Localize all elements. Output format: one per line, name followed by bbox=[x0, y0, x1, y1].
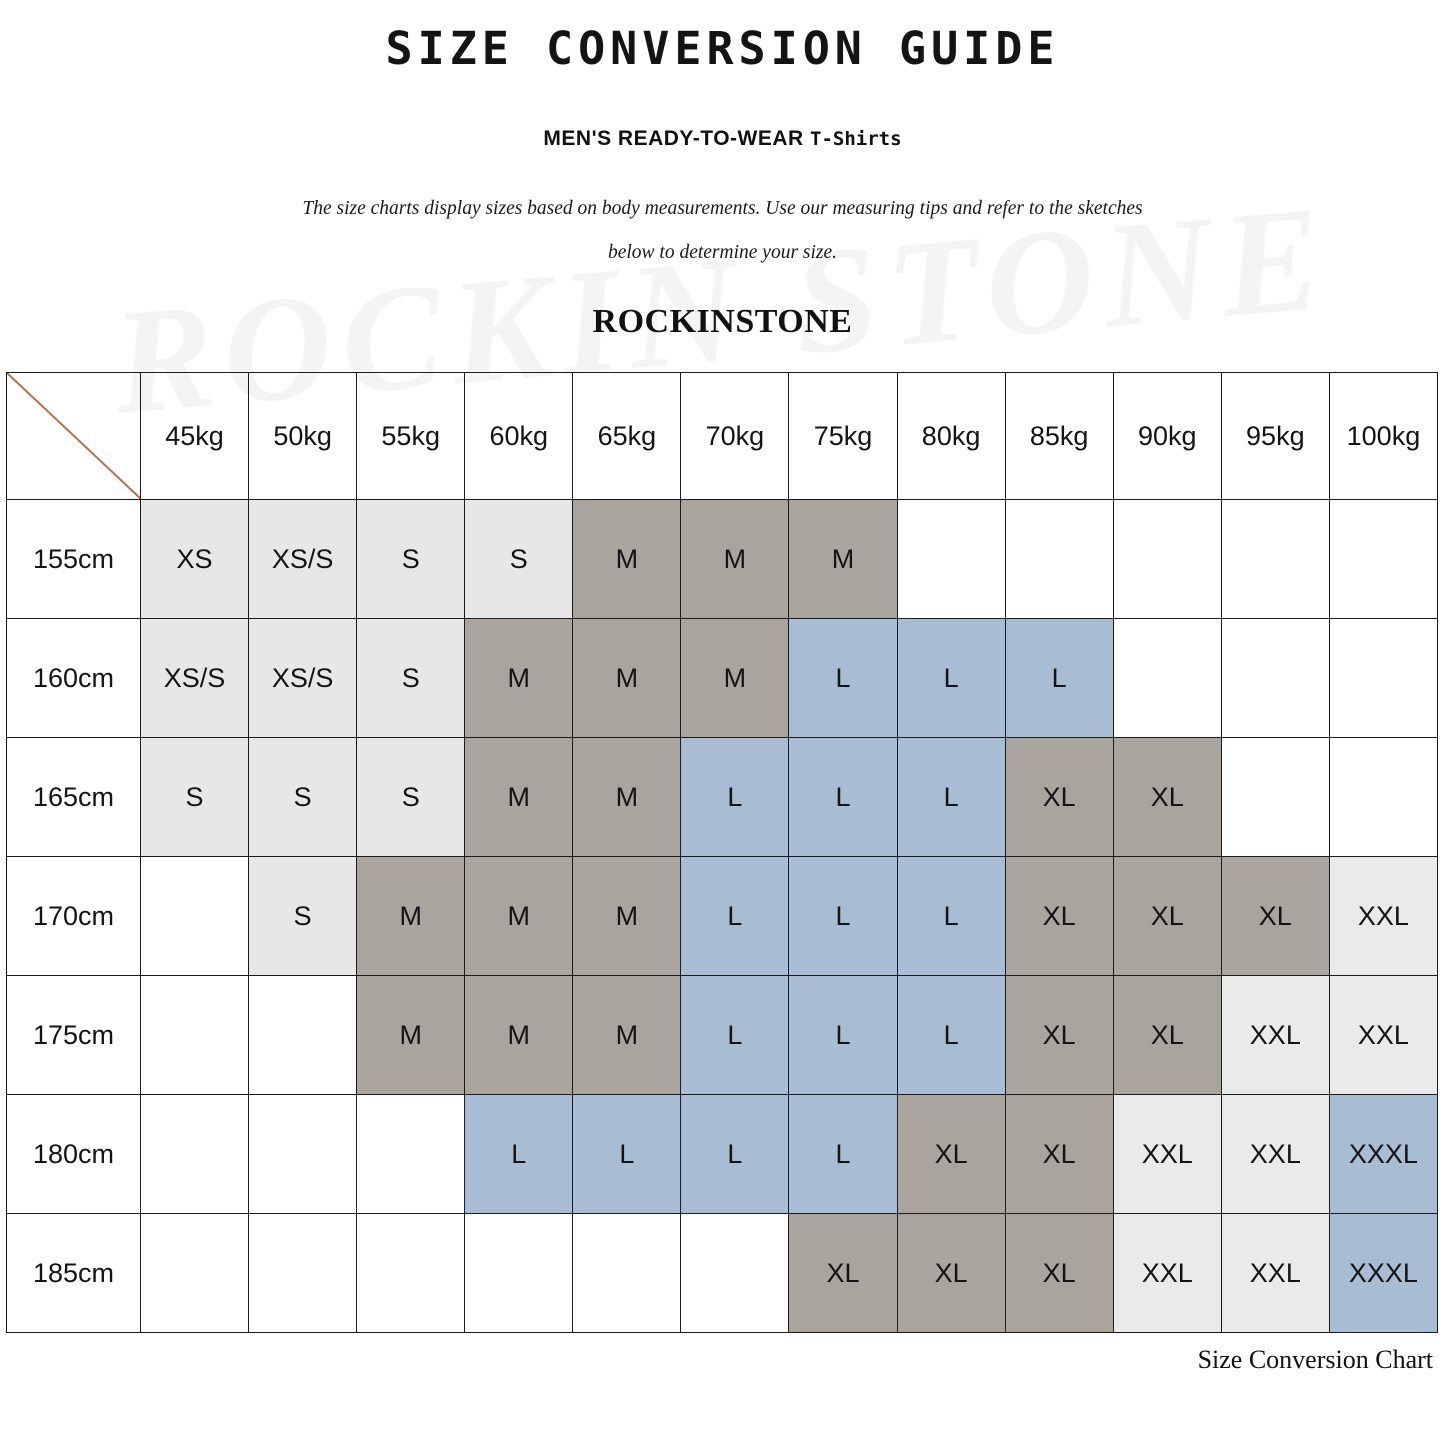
column-header-weight: 85kg bbox=[1005, 373, 1113, 500]
size-cell: XL bbox=[789, 1214, 897, 1333]
size-cell: XL bbox=[897, 1095, 1005, 1214]
row-header-height: 185cm bbox=[7, 1214, 141, 1333]
table-row bbox=[7, 1095, 1438, 1214]
column-header-weight: 80kg bbox=[897, 373, 1005, 500]
size-cell: XL bbox=[1005, 738, 1113, 857]
size-cell: M bbox=[681, 619, 789, 738]
size-cell: L bbox=[897, 857, 1005, 976]
size-cell: S bbox=[249, 857, 357, 976]
size-cell: XXL bbox=[1221, 1095, 1329, 1214]
table-row bbox=[7, 738, 1438, 857]
size-cell-empty bbox=[249, 976, 357, 1095]
size-cell-empty bbox=[141, 1095, 249, 1214]
size-cell-empty bbox=[1113, 619, 1221, 738]
size-cell-empty bbox=[249, 1095, 357, 1214]
size-cell: M bbox=[465, 738, 573, 857]
size-cell: XL bbox=[1005, 1214, 1113, 1333]
size-cell: S bbox=[249, 738, 357, 857]
size-cell-empty bbox=[1113, 500, 1221, 619]
size-cell: L bbox=[789, 976, 897, 1095]
size-cell-empty bbox=[1005, 500, 1113, 619]
size-cell: L bbox=[897, 976, 1005, 1095]
size-cell: L bbox=[465, 1095, 573, 1214]
size-cell: S bbox=[141, 738, 249, 857]
size-cell-empty bbox=[681, 1214, 789, 1333]
subtitle-category: T-Shirts bbox=[810, 128, 902, 150]
column-header-weight: 75kg bbox=[789, 373, 897, 500]
size-cell: S bbox=[357, 619, 465, 738]
size-cell: S bbox=[357, 738, 465, 857]
size-cell: XS/S bbox=[141, 619, 249, 738]
table-header-row bbox=[7, 373, 1438, 500]
page-title: SIZE CONVERSION GUIDE bbox=[385, 22, 1060, 75]
row-header-height: 160cm bbox=[7, 619, 141, 738]
size-cell: M bbox=[681, 500, 789, 619]
size-cell: XXL bbox=[1329, 857, 1437, 976]
size-cell: M bbox=[465, 976, 573, 1095]
size-cell: XL bbox=[1113, 857, 1221, 976]
table-row bbox=[7, 619, 1438, 738]
size-cell: XL bbox=[1005, 857, 1113, 976]
size-cell-empty bbox=[1329, 738, 1437, 857]
size-cell: M bbox=[465, 619, 573, 738]
size-cell: M bbox=[357, 857, 465, 976]
size-cell: XXL bbox=[1329, 976, 1437, 1095]
size-cell: M bbox=[789, 500, 897, 619]
size-cell: XXL bbox=[1221, 976, 1329, 1095]
table-row bbox=[7, 857, 1438, 976]
size-cell: XL bbox=[1005, 1095, 1113, 1214]
diagonal-divider-icon bbox=[7, 373, 141, 499]
row-header-height: 165cm bbox=[7, 738, 141, 857]
size-cell-empty bbox=[141, 1214, 249, 1333]
size-cell: M bbox=[465, 857, 573, 976]
subtitle-prefix: MEN'S READY-TO-WEAR bbox=[543, 127, 804, 150]
size-cell: L bbox=[897, 738, 1005, 857]
size-cell-empty bbox=[141, 976, 249, 1095]
description-line-2: below to determine your size. bbox=[607, 242, 838, 263]
size-cell-empty bbox=[1329, 500, 1437, 619]
size-cell: L bbox=[789, 619, 897, 738]
size-cell: M bbox=[573, 738, 681, 857]
column-header-weight: 100kg bbox=[1329, 373, 1437, 500]
size-cell-empty bbox=[465, 1214, 573, 1333]
table-row bbox=[7, 500, 1438, 619]
size-cell: L bbox=[897, 619, 1005, 738]
description-line-1: The size charts display sizes based on body measurements. Use our measuring tips and refer to the sketches bbox=[302, 198, 1143, 219]
column-header-weight: 90kg bbox=[1113, 373, 1221, 500]
size-cell-empty bbox=[897, 500, 1005, 619]
size-cell: XL bbox=[1113, 976, 1221, 1095]
size-cell: XL bbox=[1221, 857, 1329, 976]
chart-caption: Size Conversion Chart bbox=[1197, 1345, 1433, 1374]
table-row bbox=[7, 1214, 1438, 1333]
table-row bbox=[7, 976, 1438, 1095]
size-cell: XS/S bbox=[249, 619, 357, 738]
size-cell-empty bbox=[357, 1214, 465, 1333]
size-cell: M bbox=[573, 500, 681, 619]
size-cell: XS/S bbox=[249, 500, 357, 619]
table-corner-cell bbox=[7, 373, 141, 500]
size-cell-empty bbox=[1221, 500, 1329, 619]
brand-name: ROCKINSTONE bbox=[592, 303, 853, 340]
size-cell: L bbox=[789, 1095, 897, 1214]
column-header-weight: 60kg bbox=[465, 373, 573, 500]
description bbox=[223, 187, 1223, 275]
size-cell: L bbox=[681, 738, 789, 857]
size-cell: L bbox=[789, 738, 897, 857]
column-header-weight: 55kg bbox=[357, 373, 465, 500]
size-cell-empty bbox=[1221, 738, 1329, 857]
subtitle bbox=[0, 127, 1445, 151]
column-header-weight: 95kg bbox=[1221, 373, 1329, 500]
size-conversion-table bbox=[6, 372, 1438, 1333]
size-cell: M bbox=[573, 976, 681, 1095]
size-cell: XL bbox=[1113, 738, 1221, 857]
size-cell: XL bbox=[897, 1214, 1005, 1333]
row-header-height: 170cm bbox=[7, 857, 141, 976]
row-header-height: 180cm bbox=[7, 1095, 141, 1214]
size-cell: S bbox=[465, 500, 573, 619]
size-cell: L bbox=[681, 976, 789, 1095]
size-cell: M bbox=[357, 976, 465, 1095]
size-cell: L bbox=[681, 857, 789, 976]
size-cell: L bbox=[1005, 619, 1113, 738]
size-cell: L bbox=[789, 857, 897, 976]
size-cell: XXXL bbox=[1329, 1214, 1437, 1333]
column-header-weight: 45kg bbox=[141, 373, 249, 500]
column-header-weight: 50kg bbox=[249, 373, 357, 500]
size-cell-empty bbox=[1329, 619, 1437, 738]
size-cell: L bbox=[681, 1095, 789, 1214]
size-cell-empty bbox=[249, 1214, 357, 1333]
row-header-height: 155cm bbox=[7, 500, 141, 619]
size-cell: M bbox=[573, 619, 681, 738]
size-cell: XXXL bbox=[1329, 1095, 1437, 1214]
size-cell: M bbox=[573, 857, 681, 976]
size-cell: S bbox=[357, 500, 465, 619]
size-cell-empty bbox=[1221, 619, 1329, 738]
size-cell-empty bbox=[357, 1095, 465, 1214]
size-cell: XXL bbox=[1221, 1214, 1329, 1333]
size-cell: XXL bbox=[1113, 1214, 1221, 1333]
size-cell: XL bbox=[1005, 976, 1113, 1095]
size-cell-empty bbox=[141, 857, 249, 976]
row-header-height: 175cm bbox=[7, 976, 141, 1095]
size-cell: XXL bbox=[1113, 1095, 1221, 1214]
size-cell: XS bbox=[141, 500, 249, 619]
column-header-weight: 70kg bbox=[681, 373, 789, 500]
column-header-weight: 65kg bbox=[573, 373, 681, 500]
size-cell-empty bbox=[573, 1214, 681, 1333]
size-cell: L bbox=[573, 1095, 681, 1214]
